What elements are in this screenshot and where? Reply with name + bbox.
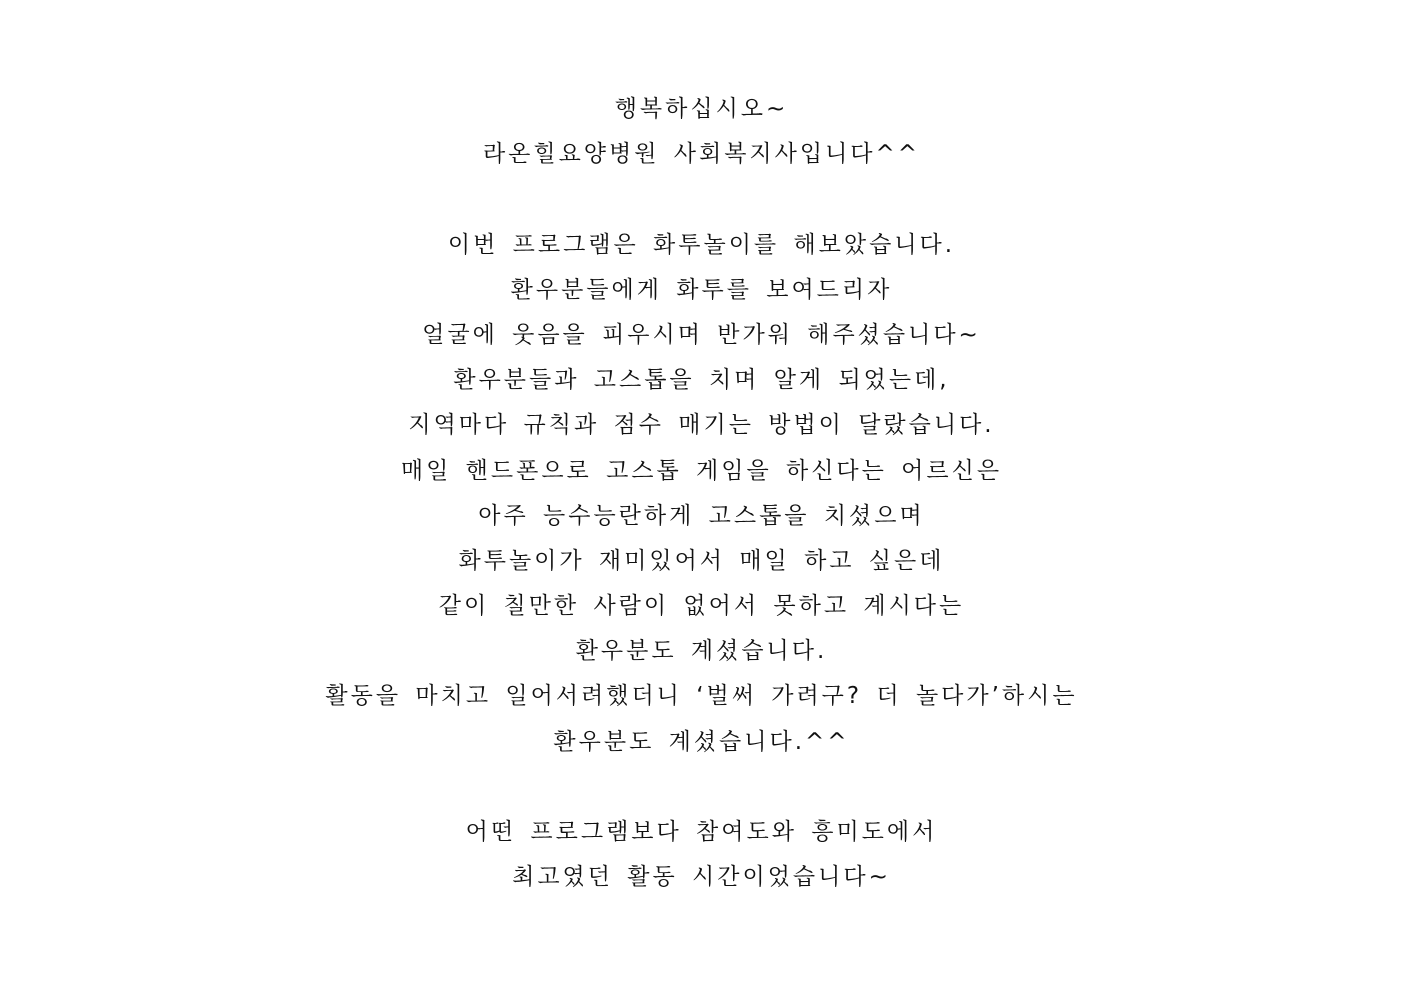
text-line: 환우분도 계셨습니다.^^	[553, 728, 850, 755]
text-line: 환우분들에게 화투를 보여드리자	[510, 276, 893, 303]
text-line: 행복하십시오~	[614, 96, 789, 122]
text-line: 지역마다 규칙과 점수 매기는 방법이 달랐습니다.	[408, 412, 995, 439]
text-line: 최고였던 활동 시간이었습니다~	[512, 864, 891, 891]
text-line: 매일 핸드폰으로 고스톱 게임을 하신다는 어르신은	[400, 457, 1003, 484]
text-line: 얼굴에 웃음을 피우시며 반가워 해주셨습니다~	[422, 321, 981, 348]
activity-paragraph	[0, 223, 1403, 765]
text-line: 아주 능수능란하게 고스톱을 치셨으며	[478, 502, 925, 529]
greeting-paragraph	[0, 87, 1403, 177]
text-line: 화투놀이가 재미있어서 매일 하고 싶은데	[458, 547, 945, 574]
paragraph-spacer	[0, 765, 1403, 810]
text-line: 이번 프로그램은 화투놀이를 해보았습니다.	[447, 231, 956, 258]
closing-paragraph	[0, 810, 1403, 900]
text-line: 라온힐요양병원 사회복지사입니다^^	[482, 141, 921, 168]
text-line: 어떤 프로그램보다 참여도와 흥미도에서	[465, 819, 938, 845]
document-body	[0, 87, 1403, 900]
text-line: 환우분도 계셨습니다.	[575, 638, 828, 665]
text-line: 활동을 마치고 일어서려했더니 ‘벌써 가려구? 더 놀다가’하시는	[325, 683, 1078, 710]
text-line: 같이 칠만한 사람이 없어서 못하고 계시다는	[438, 593, 965, 620]
paragraph-spacer	[0, 177, 1403, 222]
text-line: 환우분들과 고스톱을 치며 알게 되었는데,	[453, 367, 950, 394]
